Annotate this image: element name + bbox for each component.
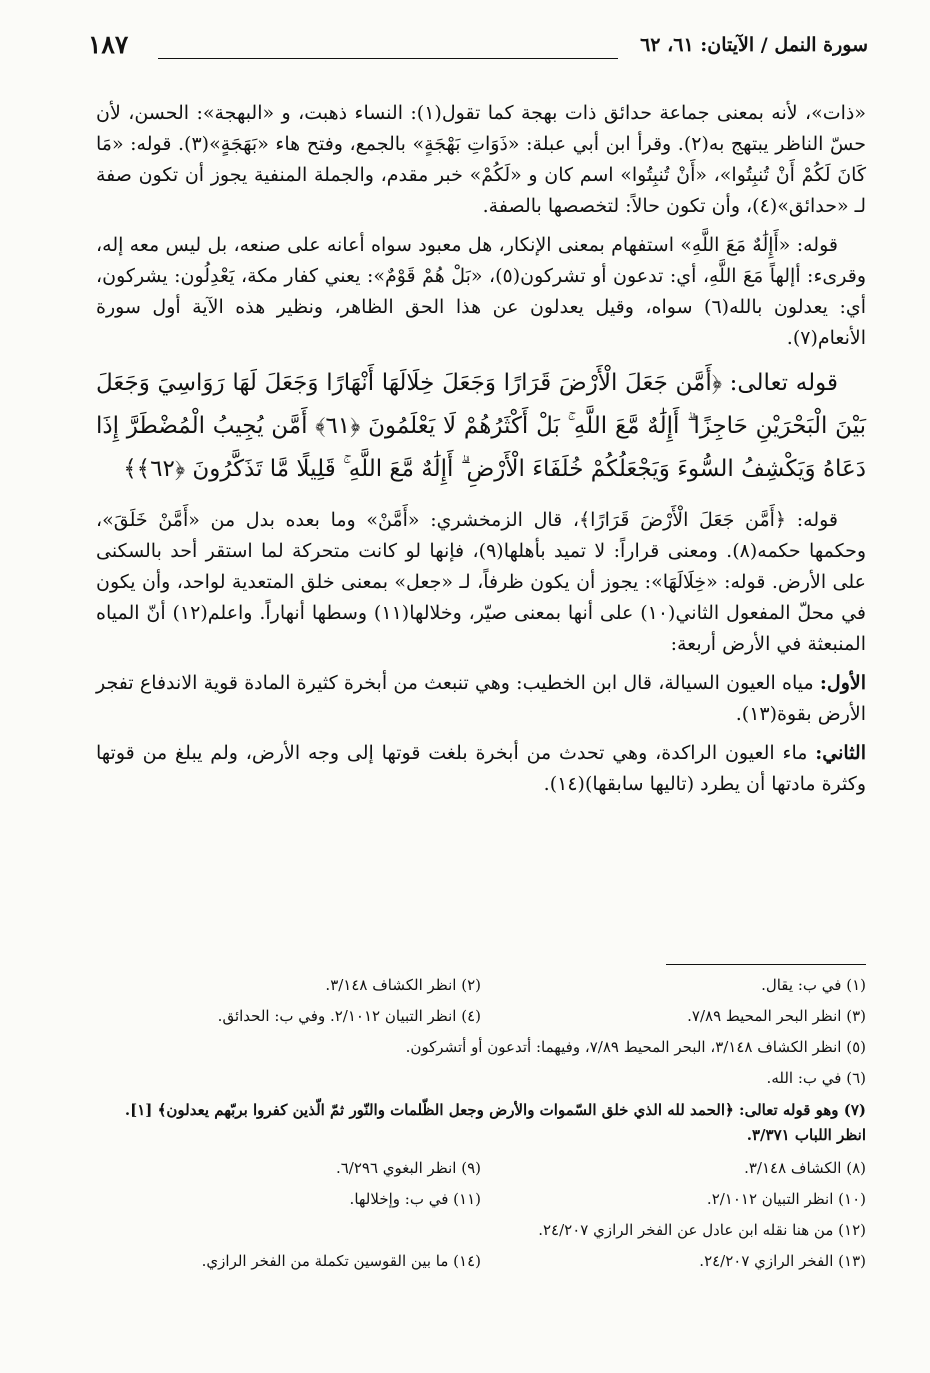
footnote: (٧) وهو قوله تعالى: ﴿الحمد لله الذي خلق السّموات والأرض وجعل الظّلمات والنّور ثمّ الّذين كفروا بربّهم يعدلون﴾ [١]. انظر اللباب ٣/٣٧١. — [124, 1101, 866, 1144]
footnote-row — [96, 1188, 866, 1210]
footnote-row — [96, 974, 866, 996]
item-lead: الأول: — [819, 672, 866, 694]
footnote: (١٠) انظر التبيان ٢/١٠١٢. — [706, 1190, 866, 1208]
footnote: (٩) انظر البغوي ٦/٢٩٦. — [335, 1159, 481, 1177]
footnote: (١١) في ب: وإخلالها. — [349, 1190, 481, 1208]
list-item — [96, 668, 866, 730]
item-text: مياه العيون السيالة، قال ابن الخطيب: وهي تنبعث من أبخرة كثيرة المادة قوية الاندفاع تفجر الأرض بقوة(١٣). — [96, 672, 866, 725]
item-text: ماء العيون الراكدة، وهي تحدث من أبخرة بلغت قوتها إلى وجه الأرض، ولم يبلغ من قوتها وكثرة مادتها أن يطرد (تاليها سابقها)(١٤). — [96, 742, 866, 795]
footnote: (١) في ب: يقال. — [761, 976, 866, 994]
footnote: (٣) انظر البحر المحيط ٧/٨٩. — [687, 1007, 866, 1025]
footnote: (٢) انظر الكشاف ٣/١٤٨. — [325, 976, 481, 994]
main-text — [96, 98, 866, 808]
footnote: (٨) الكشاف ٣/١٤٨. — [744, 1159, 866, 1177]
paragraph-ilah: قوله: «أَإِلَٰهٌ مَعَ اللَّهِ» استفهام بمعنى الإنكار، هل معبود سواه أعانه على صنعه، بل ليس معه إله، وقرىء: أإلهاً مَعَ اللَّهِ، أي: تدعون أو تشركون(٥)، «بَلْ هُمْ قَوْمٌ»: يعني كفار مكة، يَعْدِلُون: يشركون، أي: يعدلون بالله(٦) سواه، وقيل يعدلون عن هذا الحق الظاهر، ونظير هذه الآية أول سورة الأنعام(٧). — [96, 234, 867, 349]
paragraph-commentary: قوله: ﴿أَمَّن جَعَلَ الْأَرْضَ قَرَارًا﴾، قال الزمخشري: «أَمَّنْ» وما بعده بدل من «أَمَّنْ خَلَقَ»، وحكمها حكمه(٨). ومعنى قراراً: لا تميد بأهلها(٩)، فإنها لو كانت متحركة لما استقر أحد بالسكنى على الأرض. قوله: «خِلَالَهَا»: يجوز أن يكون ظرفاً، لـ «جعل» بمعنى خلق المتعدية لواحد، وأن يكون في محلّ المفعول الثاني(١٠) على أنها بمعنى صيّر، وخلالها(١١) وسطها أنهاراً. واعلم(١٢) أنّ المياه المنبعثة في الأرض أربعة: — [96, 509, 866, 655]
footnote: (١٢) من هنا نقله ابن عادل عن الفخر الرازي ٢٤/٢٠٧. — [538, 1221, 866, 1239]
paragraph-bahja: «ذات»، لأنه بمعنى جماعة حدائق ذات بهجة كما تقول(١): النساء ذهبت، و «البهجة»: الحسن، لأن حسّ الناظر يبتهج به(٢). وقرأ ابن أبي عبلة: «ذَوَاتِ بَهْجَةٍ» بالجمع، وفتح هاء «بَهَجَةٍ»(٣). قوله: «مَا كَانَ لَكُمْ أَنْ تُنبِتُوا»، «أَنْ تُنبِتُوا» اسم كان و «لَكُمْ» خبر مقدم، والجملة المنفية يجوز أن تكون صفة لـ «حدائق»(٤)، وأن تكون حالاً: لتخصصها بالصفة. — [96, 102, 866, 217]
running-title: سورة النمل / الآيتان: ٦١، ٦٢ — [640, 34, 868, 56]
footnote: (٤) انظر التبيان ٢/١٠١٢. وفي ب: الحدائق. — [217, 1007, 481, 1025]
footnote: (١٤) ما بين القوسين تكملة من الفخر الرازي. — [201, 1252, 481, 1270]
footnote-separator — [666, 964, 866, 965]
page-number: ١٨٧ — [88, 30, 129, 59]
footnote-row — [96, 1157, 866, 1179]
footnote: (١٣) الفخر الرازي ٢٤/٢٠٧. — [699, 1252, 866, 1270]
footnote-row — [96, 1005, 866, 1027]
footnote-row — [96, 1250, 866, 1272]
list-item — [96, 738, 866, 800]
page-header — [88, 30, 868, 66]
header-rule — [158, 58, 618, 59]
footnotes — [96, 974, 866, 1281]
footnote: (٦) في ب: الله. — [766, 1069, 866, 1087]
quran-verse-block: قوله تعالى: ﴿أَمَّن جَعَلَ الْأَرْضَ قَرَارًا وَجَعَلَ خِلَالَهَا أَنْهَارًا وَجَعَلَ لَهَا رَوَاسِيَ وَجَعَلَ بَيْنَ الْبَحْرَيْنِ حَاجِزًا ۗ أَإِلَٰهٌ مَّعَ اللَّهِ ۚ بَلْ أَكْثَرُهُمْ لَا يَعْلَمُونَ ﴿٦١﴾ أَمَّن يُجِيبُ الْمُضْطَرَّ إِذَا دَعَاهُ وَيَكْشِفُ السُّوءَ وَيَجْعَلُكُمْ خُلَفَاءَ الْأَرْضِ ۗ أَإِلَٰهٌ مَّعَ اللَّهِ ۚ قَلِيلًا مَّا تَذَكَّرُونَ ﴿٦٢﴾﴾ — [96, 370, 866, 482]
item-lead: الثاني: — [815, 742, 866, 764]
footnote: (٥) انظر الكشاف ٣/١٤٨، البحر المحيط ٧/٨٩، وفيهما: أتدعون أو أتشركون. — [405, 1038, 866, 1056]
